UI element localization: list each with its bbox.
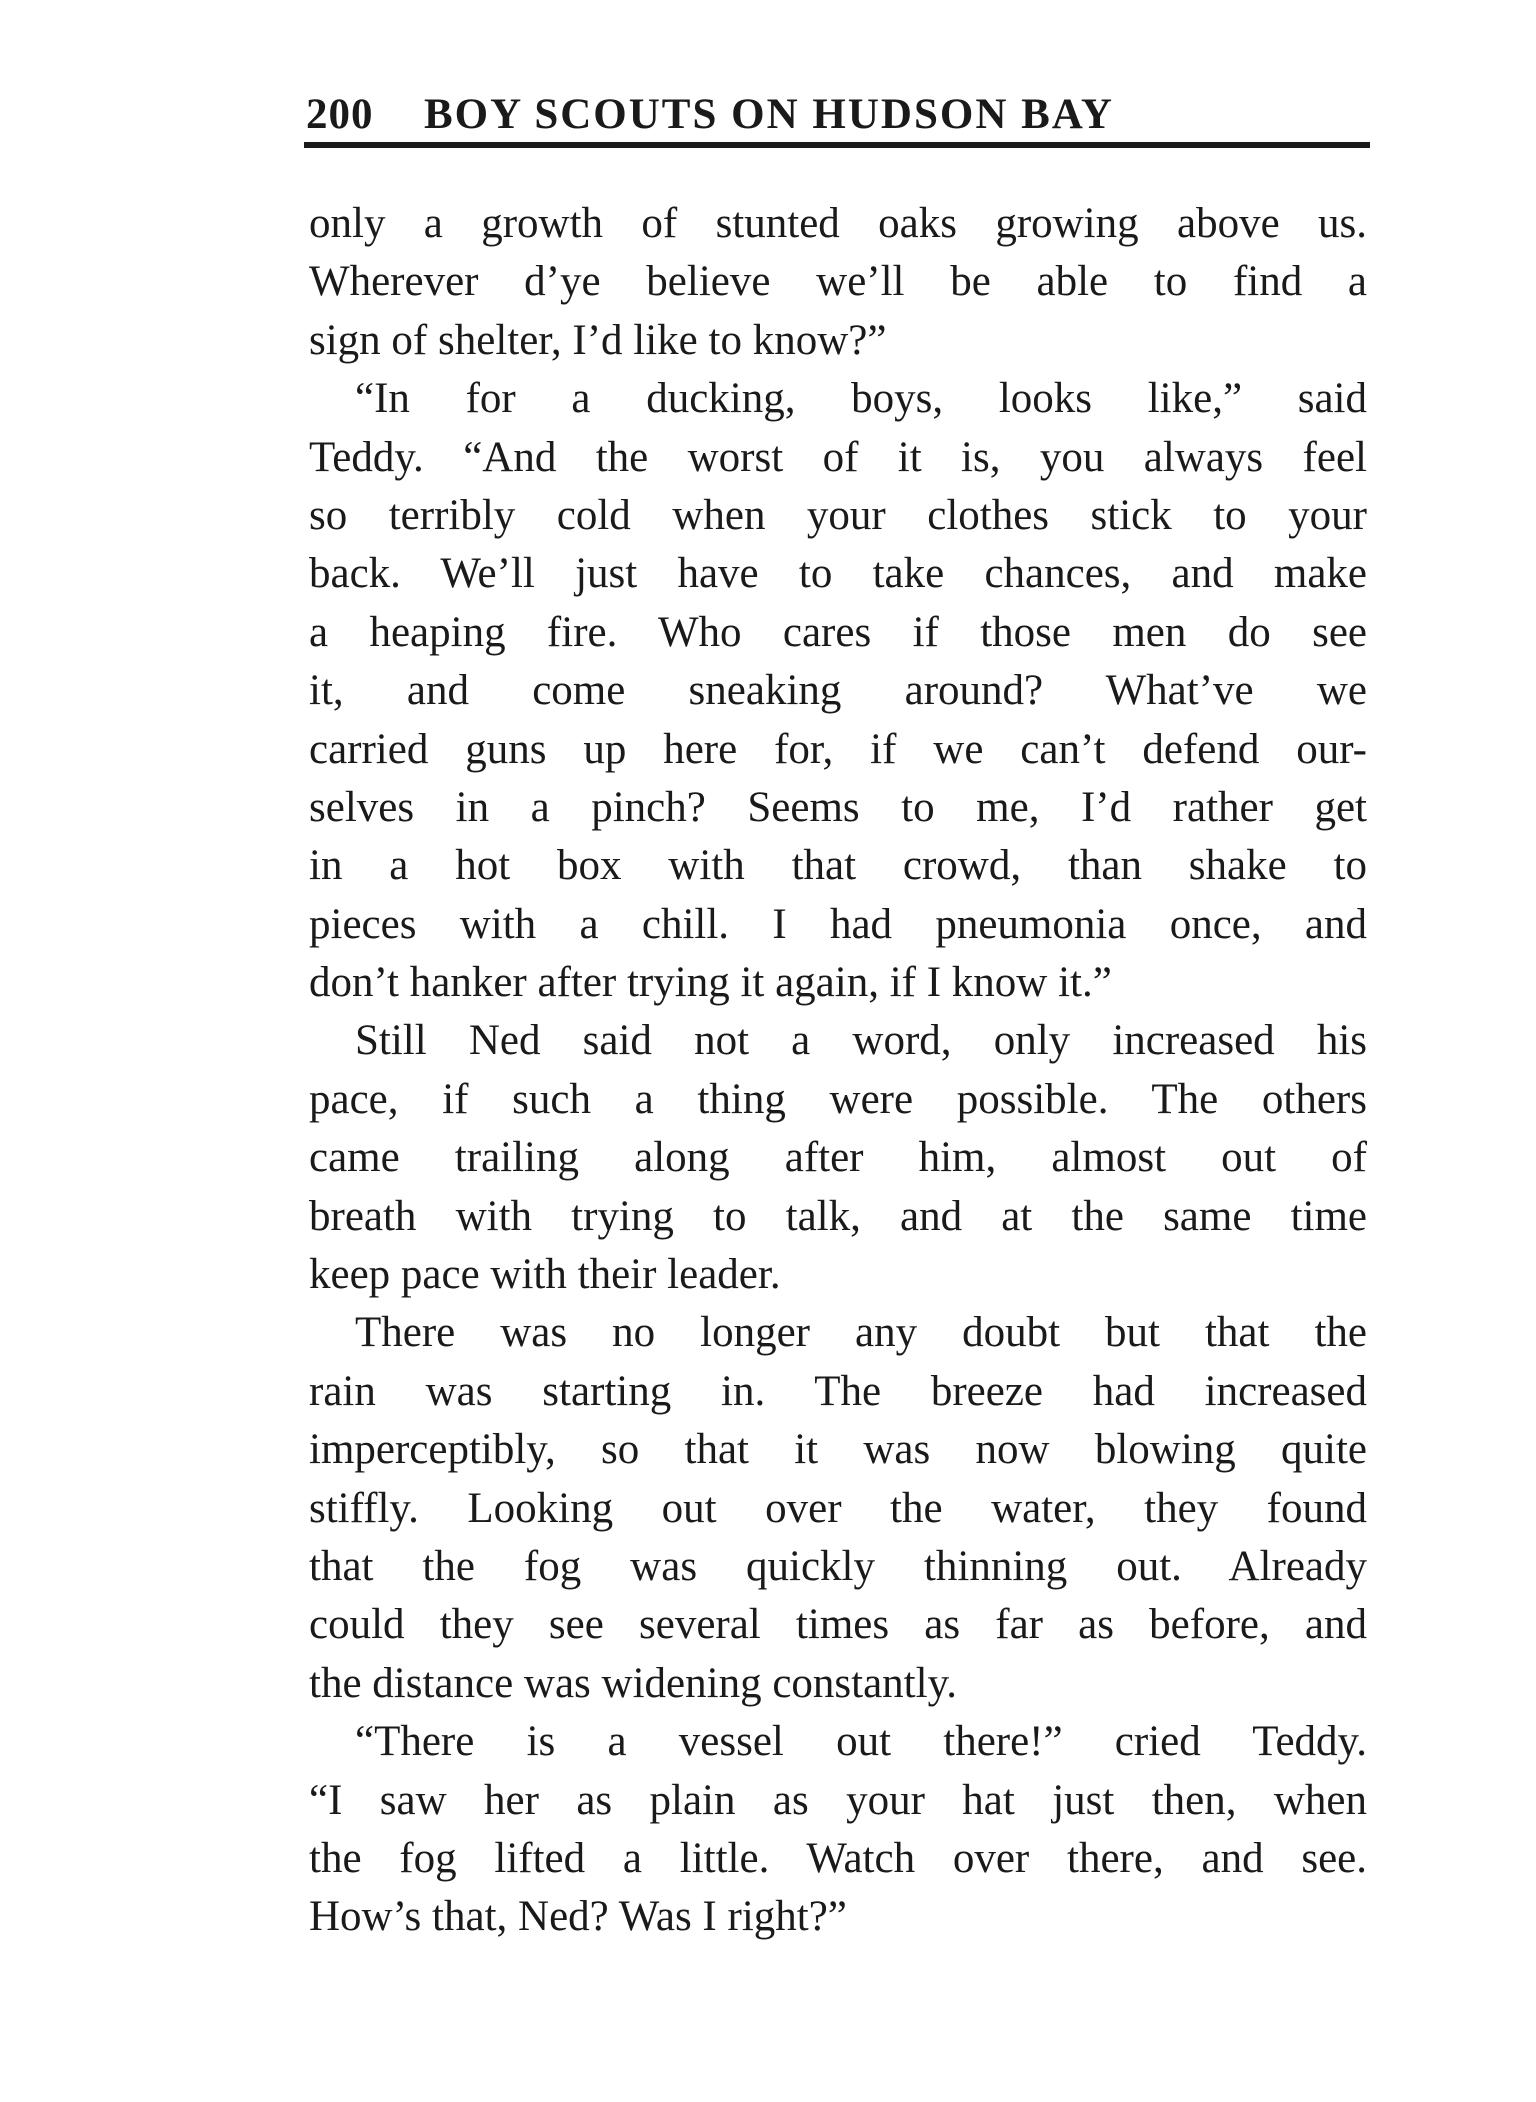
text-line: sign of shelter, I’d like to know?” — [309, 316, 887, 364]
text-line: keep pace with their leader. — [309, 1251, 781, 1299]
text-line: could they see several times as far as before, and — [309, 1601, 1367, 1649]
text-line: so terribly cold when your clothes stick to your — [309, 491, 1367, 539]
text-line: How’s that, Ned? Was I right?” — [309, 1893, 847, 1941]
text-line: a heaping fire. Who cares if those men do see — [309, 608, 1367, 656]
page-number: 200 — [306, 91, 374, 138]
text-line: pace, if such a thing were possible. The others — [309, 1075, 1367, 1123]
text-line: stiffly. Looking out over the water, they found — [309, 1484, 1367, 1532]
text-line: pieces with a chill. I had pneumonia once, and — [309, 900, 1367, 948]
text-line: it, and come sneaking around? What’ve we — [309, 667, 1367, 715]
text-line: “I saw her as plain as your hat just then, when — [309, 1776, 1367, 1824]
text-line: back. We’ll just have to take chances, and make — [309, 550, 1367, 598]
text-line: There was no longer any doubt but that the — [355, 1309, 1367, 1357]
running-title: BOY SCOUTS ON HUDSON BAY — [424, 91, 1114, 138]
text-line: carried guns up here for, if we can’t defend our- — [309, 725, 1367, 773]
text-line: don’t hanker after trying it again, if I know it.” — [309, 959, 1112, 1007]
text-line: the distance was widening constantly. — [309, 1659, 958, 1707]
text-line: that the fog was quickly thinning out. Already — [309, 1542, 1367, 1590]
text-line: only a growth of stunted oaks growing above us. — [309, 200, 1367, 247]
text-line: Wherever d’ye believe we’ll be able to find a — [309, 258, 1367, 306]
text-line: selves in a pinch? Seems to me, I’d rather get — [309, 783, 1367, 831]
text-line: imperceptibly, so that it was now blowing quite — [309, 1426, 1367, 1474]
text-line: Teddy. “And the worst of it is, you always feel — [309, 433, 1367, 481]
text-line: in a hot box with that crowd, than shake to — [309, 842, 1367, 890]
header-rule — [304, 142, 1370, 148]
text-line: came trailing along after him, almost out of — [309, 1134, 1367, 1182]
page-header — [306, 92, 1368, 138]
text-line: rain was starting in. The breeze had increased — [309, 1367, 1367, 1415]
body-text — [309, 195, 1367, 1947]
text-line: the fog lifted a little. Watch over there, and see. — [309, 1834, 1367, 1882]
text-line: Still Ned said not a word, only increased his — [355, 1017, 1367, 1065]
text-line: “There is a vessel out there!” cried Teddy. — [355, 1718, 1367, 1766]
text-line: breath with trying to talk, and at the same time — [309, 1192, 1367, 1240]
text-line: “In for a ducking, boys, looks like,” said — [355, 375, 1367, 423]
